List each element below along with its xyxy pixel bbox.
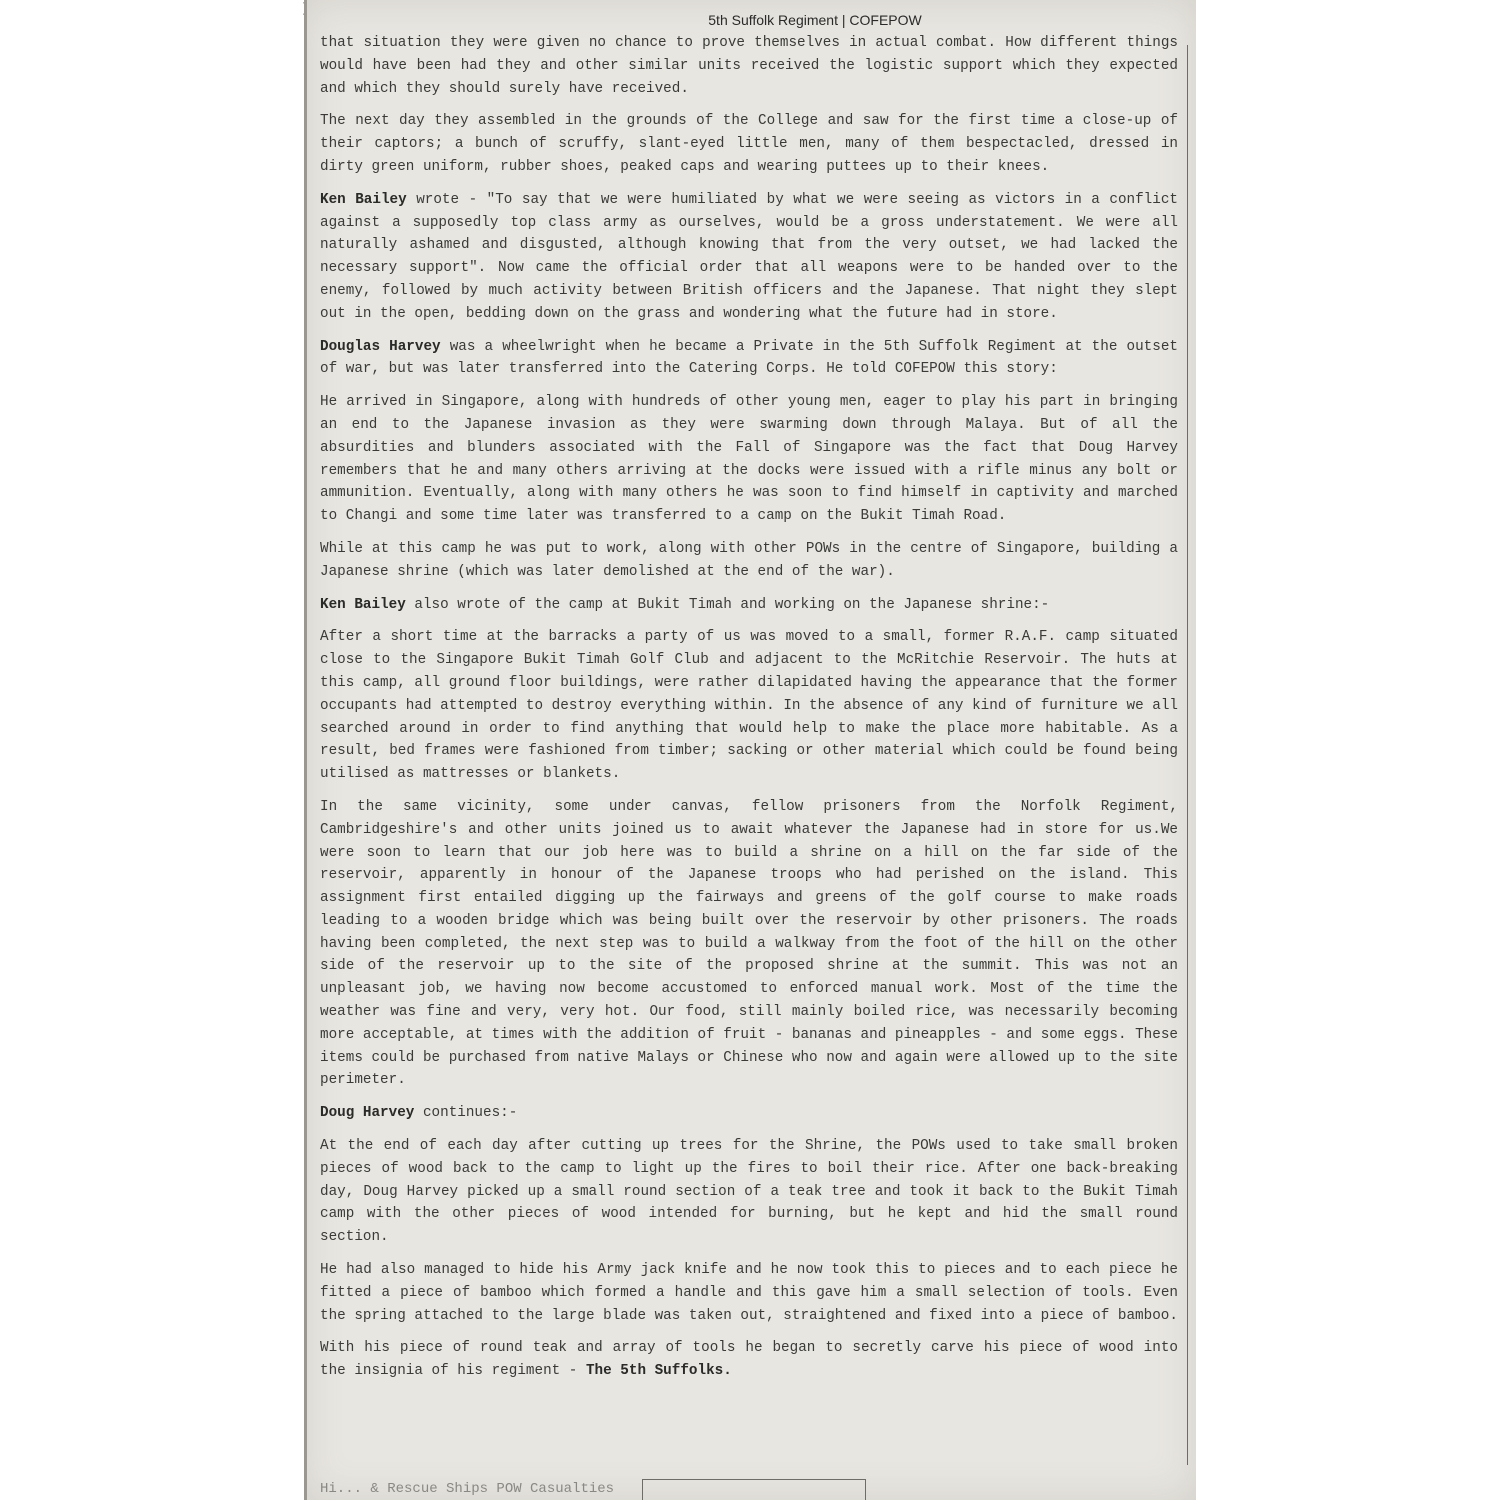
paragraph <box>320 538 1178 584</box>
paragraph-text: The next day they assembled in the grounds of the College and saw for the first time a close-up of their captors; a bunch of scruffy, slant-eyed little men, many of them bespectacled, dressed in dirty green uniform, rubber shoes, peaked caps and wearing puttees up to their knees. <box>320 113 1178 175</box>
paragraph <box>320 110 1178 178</box>
paragraph <box>320 1135 1178 1249</box>
paragraph <box>320 391 1178 528</box>
paragraph <box>320 1102 1178 1125</box>
speaker-name: Ken Bailey <box>320 191 407 208</box>
paragraph-text: wrote - "To say that we were humiliated by what we were seeing as victors in a conflict against a supposedly top class army as ourselves, would be a gross understatement. We were all naturally ashamed and disgusted, although knowing that from the very outset, we had lacked the necessary support". Now came the official order that all weapons were to be handed over to the enemy, followed by much activity between British officers and the Japanese. That night they slept out in the open, bedding down on the grass and wondering what the future had in store. <box>320 191 1178 322</box>
paragraph-text: was a wheelwright when he became a Private in the 5th Suffolk Regiment at the outset of war, but was later transferred into the Catering Corps. He told COFEPOW this story: <box>320 338 1178 378</box>
paragraph-text: He arrived in Singapore, along with hundreds of other young men, eager to play his part in bringing an end to the Japanese invasion as they were swarming down through Malaya. But of all the absurdities and blunders associated with the Fall of Singapore was the fact that Doug Harvey remembers that he and many others arriving at the docks were issued with a rifle minus any bolt or ammunition. Eventually, along with many others he was soon to find himself in captivity and marched to Changi and some time later was transferred to a camp on the Bukit Timah Road. <box>320 394 1178 525</box>
paragraph <box>320 32 1178 100</box>
speaker-name: Ken Bailey <box>320 596 406 613</box>
right-margin-rule <box>1187 45 1188 1465</box>
article-body <box>320 32 1178 1393</box>
cut-off-footer-text: Hi... & Rescue Ships POW Casualties <box>320 1481 615 1497</box>
paragraph <box>320 626 1178 786</box>
paragraph <box>320 796 1178 1092</box>
paragraph-text: In the same vicinity, some under canvas, fellow prisoners from the Norfolk Regiment, Cambridgeshire's and other units joined us to await whatever the Japanese had in store for us.We were soon to learn that our job here was to build a shrine on a hill on the far side of the reservoir, apparently in honour of the Japanese troops who had perished on the island. This assignment first entailed digging up the fairways and greens of the golf course to make roads leading to a wooden bridge which was being built over the reservoir by other prisoners. The roads having been completed, the next step was to build a walkway from the foot of the hill on the other side of the reservoir up to the site of the proposed shrine at the summit. This was not an unpleasant job, we having now become accustomed to enforced manual work. Most of the time the weather was fine and very, very hot. Our food, still mainly boiled rice, was necessarily becoming more acceptable, at times with the addition of fruit - bananas and pineapples - and some eggs. These items could be purchased from native Malays or Chinese who now and again were allowed up to the site perimeter. <box>320 798 1178 1089</box>
paragraph-text: also wrote of the camp at Bukit Timah and working on the Japanese shrine:- <box>405 596 1050 613</box>
page-header: 5th Suffolk Regiment | COFEPOW <box>708 12 922 28</box>
regiment-name: The 5th Suffolks. <box>585 1363 732 1380</box>
paragraph <box>320 594 1178 617</box>
paragraph <box>320 189 1178 326</box>
paragraph-text: He had also managed to hide his Army jack knife and he now took this to pieces and to each piece he fitted a piece of bamboo which formed a handle and this gave him a small selection of tools. Even the spring attached to the large blade was taken out, straightened and fixed into a piece of bamboo. <box>320 1262 1178 1324</box>
paragraph-text: After a short time at the barracks a party of us was moved to a small, former R.A.F. camp situated close to the Singapore Bukit Timah Golf Club and adjacent to the McRitchie Reservoir. The huts at this camp, all ground floor buildings, were rather dilapidated having the appearance that the former occupants had attempted to destroy everything within. In the absence of any kind of furniture we all searched around in order to find anything that would help to make the place more habitable. As a result, bed frames were fashioned from timber; sacking or other material which could be found being utilised as mattresses or blankets. <box>320 629 1178 783</box>
paragraph-text: At the end of each day after cutting up trees for the Shrine, the POWs used to take small broken pieces of wood back to the camp to light up the fires to boil their rice. After one back-breaking day, Doug Harvey picked up a small round section of a teak tree and took it back to the Bukit Timah camp with the other pieces of wood intended for burning, but he kept and hid the small round section. <box>320 1138 1178 1246</box>
paragraph-text: that situation they were given no chance to prove themselves in actual combat. How different things would have been had they and other similar units received the logistic support which they expected and which they should surely have received. <box>320 35 1178 97</box>
document-sheet <box>304 0 1196 1500</box>
page-left-edge <box>304 0 307 1500</box>
paragraph-text: continues:- <box>414 1105 518 1122</box>
paragraph <box>320 1337 1178 1383</box>
paragraph <box>320 336 1178 382</box>
speaker-name: Douglas Harvey <box>320 338 441 355</box>
paragraph-text: With his piece of round teak and array of tools he began to secretly carve his piece of wood into the insignia of his regiment - <box>320 1340 1178 1380</box>
speaker-name: Doug Harvey <box>320 1105 415 1122</box>
paragraph-text: While at this camp he was put to work, along with other POWs in the centre of Singapore, building a Japanese shrine (which was later demolished at the end of the war). <box>320 540 1178 580</box>
footer-box-outline <box>642 1479 866 1500</box>
paragraph <box>320 1259 1178 1327</box>
